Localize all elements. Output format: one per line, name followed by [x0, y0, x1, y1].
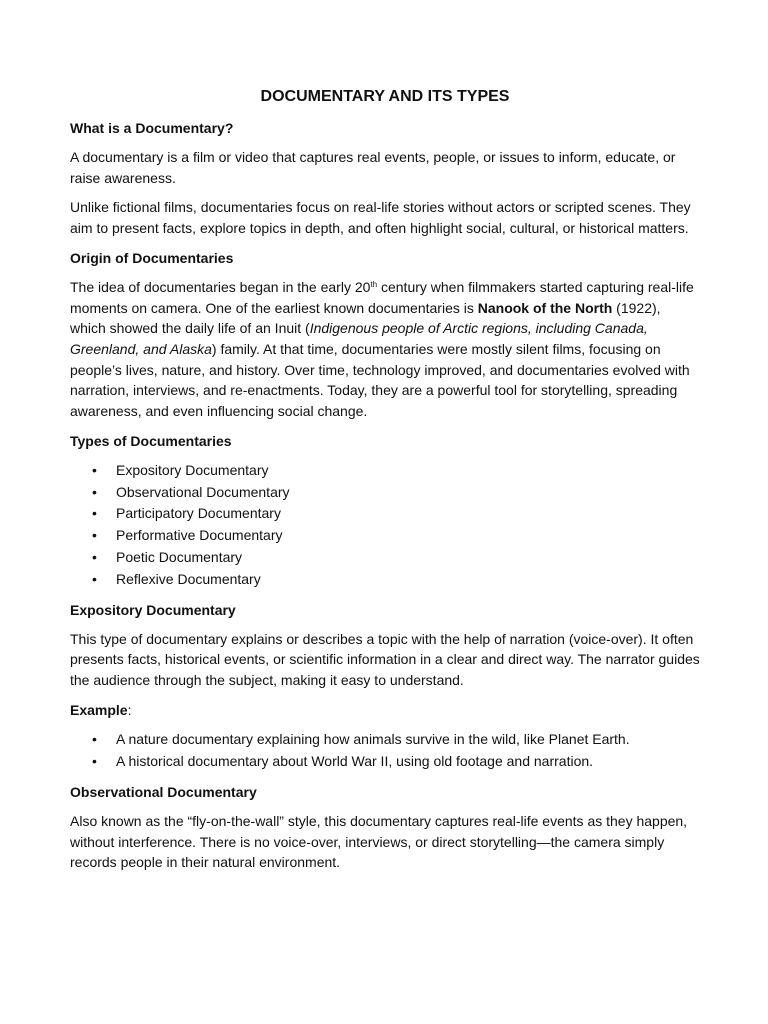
origin-text-1: The idea of documentaries began in the early 20: [70, 278, 371, 295]
list-item: [70, 460, 700, 482]
list-item: [70, 482, 700, 504]
heading-types: Types of Documentaries: [70, 432, 232, 449]
list-item: [70, 547, 700, 569]
examples-list: [70, 729, 700, 773]
paragraph-observational: Also known as the “fly-on-the-wall” style, this documentary captures real-life events as they happen, without interference. There is no voice-over, interviews, or direct storytelling—the camera simply records people in their natural environment.: [70, 812, 688, 871]
paragraph-expository: This type of documentary explains or describes a topic with the help of narration (voice-over). It often presents facts, historical events, or scientific information in a clear and direct way. The narrator guides the audience through the subject, making it easy to understand.: [70, 630, 700, 688]
list-item: [70, 751, 700, 773]
example-label: Example: [70, 701, 128, 718]
heading-expository: Expository Documentary: [70, 601, 236, 618]
bullet-icon: •: [92, 570, 97, 587]
origin-text-3: (1922), which showed the daily life of an Inuit (: [70, 299, 661, 337]
paragraph-unlike-fiction: Unlike fictional films, documentaries focus on real-life stories without actors or scripted scenes. They aim to present facts, explore topics in depth, and often highlight social, cultural, or historical matters.: [70, 199, 691, 237]
heading-observational: Observational Documentary: [70, 783, 257, 800]
origin-inuit-note: Indigenous people of Arctic regions, including Canada, Greenland, and Alaska: [70, 320, 648, 357]
list-item: [70, 729, 700, 751]
example-colon: :: [127, 701, 132, 718]
origin-text-4: ) family. At that time, documentaries were mostly silent films, focusing on people’s lives, nature, and history. Over time, technology improved, and documentaries evolved with narration, interviews, and re-enactments. Today, they are a powerful tool for storytelling, spreading awareness, and even influencing social change.: [70, 340, 690, 420]
bullet-icon: •: [92, 505, 97, 522]
paragraph-definition: A documentary is a film or video that captures real events, people, or issues to inform, educate, or raise awareness.: [70, 149, 676, 186]
heading-origin: Origin of Documentaries: [70, 249, 234, 266]
bullet-icon: •: [92, 483, 97, 500]
origin-film-title: Nanook of the North: [477, 299, 613, 316]
list-item-label: A historical documentary about World War II, using old footage and narration.: [116, 753, 594, 770]
list-item-label: A nature documentary explaining how animals survive in the wild, like Planet Earth.: [116, 731, 630, 748]
paragraph-origin: [70, 277, 700, 422]
origin-superscript: th: [370, 279, 378, 289]
bullet-icon: •: [92, 527, 97, 544]
list-item: [70, 569, 700, 591]
example-line: [70, 700, 700, 721]
origin-text-2: century when filmmakers started capturing real-life moments on camera. One of the earliest known documentaries is: [70, 278, 694, 316]
list-item-label: Observational Documentary: [116, 483, 290, 500]
list-item-label: Poetic Documentary: [116, 548, 243, 565]
list-item-label: Reflexive Documentary: [116, 570, 261, 587]
types-list: [70, 460, 700, 591]
list-item-label: Participatory Documentary: [116, 505, 281, 522]
bullet-icon: •: [92, 753, 97, 770]
document-title: DOCUMENTARY AND ITS TYPES: [260, 88, 510, 105]
list-item: [70, 525, 700, 547]
bullet-icon: •: [92, 461, 97, 478]
list-item: [70, 503, 700, 525]
bullet-icon: •: [92, 548, 97, 565]
list-item-label: Performative Documentary: [116, 527, 283, 544]
bullet-icon: •: [92, 731, 97, 748]
heading-what-is-documentary: What is a Documentary?: [70, 120, 234, 136]
list-item-label: Expository Documentary: [116, 461, 269, 478]
